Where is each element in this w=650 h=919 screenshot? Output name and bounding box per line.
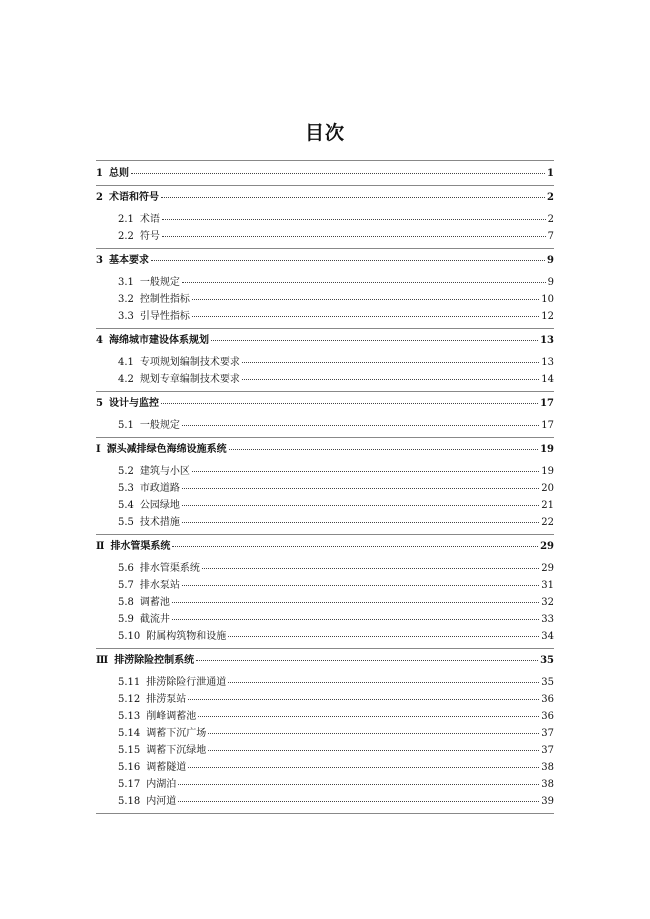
- toc-section-row[interactable]: [96, 415, 554, 432]
- toc-section-row[interactable]: [96, 791, 554, 808]
- section-title: 术语: [139, 214, 160, 225]
- section-title: 技术措施: [139, 517, 180, 528]
- section-number: 4.2: [118, 374, 134, 385]
- dot-leader: [229, 449, 538, 450]
- section-number: 5.9: [118, 614, 134, 625]
- section-number: 5.17: [118, 779, 141, 790]
- dot-leader: [151, 260, 545, 261]
- toc-section-row[interactable]: [96, 289, 554, 306]
- dot-leader: [161, 197, 545, 198]
- dot-leader: [182, 488, 539, 489]
- page-title: 目次: [304, 122, 345, 144]
- section-page-number: 14: [541, 374, 554, 385]
- chapter-page-number: 2: [547, 192, 554, 203]
- section-page-number: 32: [541, 597, 554, 608]
- chapter-title: 设计与监控: [108, 398, 159, 409]
- toc-section-row[interactable]: [96, 609, 554, 626]
- table-of-contents: [96, 160, 554, 814]
- toc-section-row[interactable]: [96, 723, 554, 740]
- dot-leader: [242, 362, 539, 363]
- section-page-number: 36: [541, 694, 554, 705]
- toc-chapter-row[interactable]: [96, 186, 554, 209]
- toc-chapter-row[interactable]: [96, 161, 554, 186]
- section-page-number: 29: [541, 563, 554, 574]
- section-title: 一般规定: [139, 277, 180, 288]
- section-page-number: 12: [541, 311, 554, 322]
- chapter-number: 3: [96, 255, 103, 266]
- toc-chapter-row[interactable]: [96, 392, 554, 415]
- toc-section-row[interactable]: [96, 306, 554, 323]
- dot-leader: [242, 379, 539, 380]
- section-number: 5.8: [118, 597, 134, 608]
- section-page-number: 10: [541, 294, 554, 305]
- dot-leader: [188, 699, 539, 700]
- dot-leader: [192, 471, 539, 472]
- toc-section-row[interactable]: [96, 461, 554, 478]
- section-title: 引导性指标: [139, 311, 190, 322]
- dot-leader: [162, 236, 546, 237]
- toc-section-row[interactable]: [96, 495, 554, 512]
- section-page-number: 2: [547, 214, 554, 225]
- chapter-title: 排涝除险控制系统: [114, 655, 195, 666]
- toc-section-row[interactable]: [96, 272, 554, 289]
- section-number: 3.3: [118, 311, 134, 322]
- toc-chapter-row[interactable]: [96, 329, 554, 352]
- toc-section-row[interactable]: [96, 478, 554, 495]
- chapter-title: 海绵城市建设体系规划: [108, 335, 209, 346]
- section-title: 控制性指标: [139, 294, 190, 305]
- dot-leader: [161, 403, 538, 404]
- toc-section-row[interactable]: [96, 757, 554, 774]
- dot-leader: [162, 219, 546, 220]
- chapter-page-number: 17: [540, 398, 554, 409]
- dot-leader: [211, 340, 538, 341]
- chapter-page-number: 19: [540, 444, 554, 455]
- section-number: 5.14: [118, 728, 141, 739]
- chapter-number: 1: [96, 168, 103, 179]
- toc-section-row[interactable]: [96, 369, 554, 386]
- toc-section-row[interactable]: [96, 512, 554, 529]
- dot-leader: [202, 568, 539, 569]
- chapter-title: 基本要求: [108, 255, 149, 266]
- section-page-number: 37: [541, 728, 554, 739]
- section-page-number: 19: [541, 466, 554, 477]
- section-page-number: 37: [541, 745, 554, 756]
- section-page-number: 9: [547, 277, 554, 288]
- section-number: 4.1: [118, 357, 134, 368]
- toc-section-row[interactable]: [96, 740, 554, 757]
- toc-section-row[interactable]: [96, 774, 554, 791]
- section-number: 5.4: [118, 500, 134, 511]
- toc-section-row[interactable]: [96, 575, 554, 592]
- chapter-title: 术语和符号: [108, 192, 159, 203]
- chapter-number: 4: [96, 335, 103, 346]
- section-title: 排涝泵站: [146, 694, 187, 705]
- section-page-number: 33: [541, 614, 554, 625]
- section-page-number: 21: [541, 500, 554, 511]
- dot-leader: [182, 522, 539, 523]
- section-title: 专项规划编制技术要求: [139, 357, 240, 368]
- chapter-title: 总则: [108, 168, 129, 179]
- section-number: 3.1: [118, 277, 134, 288]
- toc-section-row[interactable]: [96, 626, 554, 643]
- chapter-page-number: 9: [547, 255, 554, 266]
- chapter-title: 排水管渠系统: [110, 541, 171, 552]
- section-page-number: 17: [541, 420, 554, 431]
- dot-leader: [178, 784, 539, 785]
- toc-section-row[interactable]: [96, 352, 554, 369]
- section-title: 内湖泊: [146, 779, 177, 790]
- dot-leader: [178, 801, 539, 802]
- section-number: 5.12: [118, 694, 141, 705]
- dot-leader: [192, 316, 539, 317]
- section-number: 5.11: [118, 677, 141, 688]
- section-page-number: 36: [541, 711, 554, 722]
- section-page-number: 13: [541, 357, 554, 368]
- chapter-page-number: 1: [547, 168, 554, 179]
- section-page-number: 31: [541, 580, 554, 591]
- dot-leader: [228, 682, 539, 683]
- section-title: 调蓄池: [139, 597, 170, 608]
- dot-leader: [172, 602, 539, 603]
- section-title: 排涝除险行泄通道: [146, 677, 227, 688]
- toc-section-row[interactable]: [96, 209, 554, 226]
- section-title: 截流井: [139, 614, 170, 625]
- section-page-number: 39: [541, 796, 554, 807]
- dot-leader: [208, 733, 539, 734]
- chapter-number: Ⅲ: [96, 655, 109, 666]
- chapter-number: Ⅱ: [96, 541, 105, 552]
- chapter-number: Ⅰ: [96, 444, 101, 455]
- section-number: 5.18: [118, 796, 141, 807]
- section-number: 5.2: [118, 466, 134, 477]
- dot-leader: [196, 660, 538, 661]
- section-number: 2.2: [118, 231, 134, 242]
- section-title: 排水泵站: [139, 580, 180, 591]
- section-number: 5.1: [118, 420, 134, 431]
- section-title: 符号: [139, 231, 160, 242]
- toc-section-row[interactable]: [96, 672, 554, 689]
- dot-leader: [228, 636, 539, 637]
- section-number: 5.16: [118, 762, 141, 773]
- section-page-number: 38: [541, 779, 554, 790]
- toc-section-row[interactable]: [96, 689, 554, 706]
- section-title: 排水管渠系统: [139, 563, 200, 574]
- toc-section-row[interactable]: [96, 558, 554, 575]
- toc-chapter-row[interactable]: [96, 535, 554, 558]
- dot-leader: [182, 505, 539, 506]
- chapter-title: 源头减排绿色海绵设施系统: [106, 444, 227, 455]
- section-page-number: 20: [541, 483, 554, 494]
- section-number: 5.13: [118, 711, 141, 722]
- section-page-number: 38: [541, 762, 554, 773]
- chapter-page-number: 13: [540, 335, 554, 346]
- section-number: 2.1: [118, 214, 134, 225]
- dot-leader: [182, 425, 539, 426]
- toc-chapter-row[interactable]: [96, 249, 554, 272]
- section-number: 5.10: [118, 631, 141, 642]
- section-number: 5.6: [118, 563, 134, 574]
- section-number: 5.3: [118, 483, 134, 494]
- section-page-number: 22: [541, 517, 554, 528]
- section-title: 建筑与小区: [139, 466, 190, 477]
- section-title: 调蓄隧道: [146, 762, 187, 773]
- section-number: 5.5: [118, 517, 134, 528]
- chapter-number: 2: [96, 192, 103, 203]
- chapter-page-number: 35: [540, 655, 554, 666]
- section-number: 3.2: [118, 294, 134, 305]
- toc-chapter-row[interactable]: [96, 649, 554, 672]
- toc-chapter-row[interactable]: [96, 438, 554, 461]
- dot-leader: [172, 619, 539, 620]
- section-title: 规划专章编制技术要求: [139, 374, 240, 385]
- dot-leader: [208, 750, 539, 751]
- toc-section-row[interactable]: [96, 226, 554, 243]
- dot-leader: [182, 282, 546, 283]
- section-page-number: 35: [541, 677, 554, 688]
- dot-leader: [188, 767, 539, 768]
- dot-leader: [192, 299, 539, 300]
- section-number: 5.15: [118, 745, 141, 756]
- dot-leader: [182, 585, 539, 586]
- dot-leader: [198, 716, 539, 717]
- section-title: 市政道路: [139, 483, 180, 494]
- section-title: 公园绿地: [139, 500, 180, 511]
- toc-section-row[interactable]: [96, 592, 554, 609]
- dot-leader: [172, 546, 538, 547]
- chapter-page-number: 29: [540, 541, 554, 552]
- section-page-number: 7: [547, 231, 554, 242]
- dot-leader: [131, 173, 545, 174]
- section-page-number: 34: [541, 631, 554, 642]
- section-number: 5.7: [118, 580, 134, 591]
- toc-section-row[interactable]: [96, 706, 554, 723]
- section-title: 内河道: [146, 796, 177, 807]
- section-title: 一般规定: [139, 420, 180, 431]
- chapter-number: 5: [96, 398, 103, 409]
- section-title: 调蓄下沉广场: [146, 728, 207, 739]
- section-title: 附属构筑物和设施: [146, 631, 227, 642]
- section-title: 削峰调蓄池: [146, 711, 197, 722]
- section-title: 调蓄下沉绿地: [146, 745, 207, 756]
- group-divider: [96, 808, 554, 814]
